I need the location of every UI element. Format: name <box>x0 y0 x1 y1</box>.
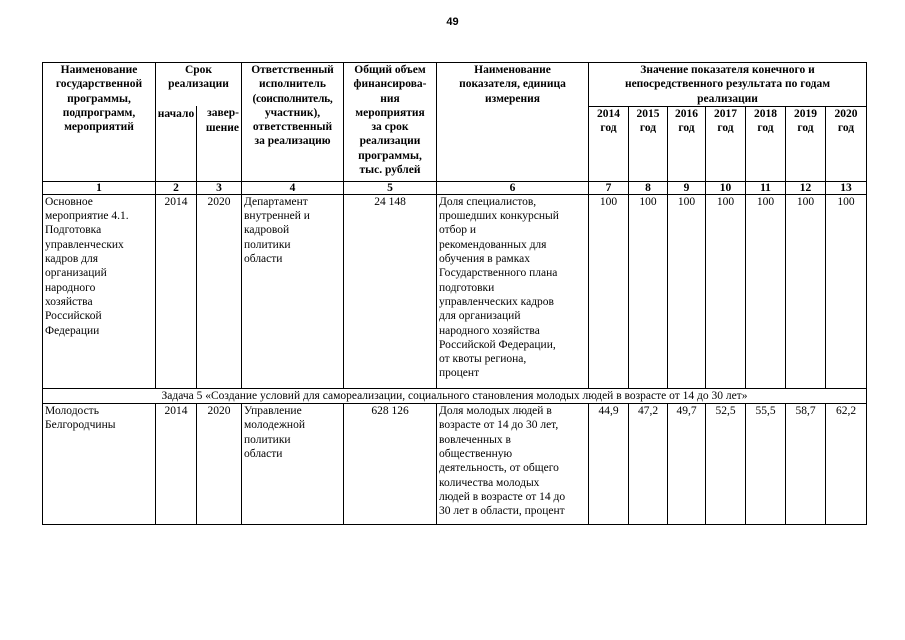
header-name: Наименование государственной программы, подпрограмм, мероприятий <box>43 63 156 182</box>
col-num: 10 <box>706 181 746 194</box>
col-num: 11 <box>746 181 786 194</box>
header-term: Срок реализации <box>156 63 242 107</box>
executor: Департамент внутренней и кадровой политики области <box>242 194 344 388</box>
header-row-top <box>43 63 867 107</box>
value-2020: 100 <box>826 194 867 388</box>
col-num: 9 <box>668 181 706 194</box>
funding: 24 148 <box>344 194 437 388</box>
executor: Управление молодежной политики области <box>242 404 344 525</box>
value-2016: 49,7 <box>668 404 706 525</box>
column-number-row <box>43 181 867 194</box>
value-2018: 55,5 <box>746 404 786 525</box>
value-2015: 100 <box>629 194 668 388</box>
task-row <box>43 388 867 403</box>
value-2019: 100 <box>786 194 826 388</box>
end-year: 2020 <box>197 404 242 525</box>
header-values: Значение показателя конечного и непосредственного результата по годам реализации <box>589 63 867 107</box>
col-num: 2 <box>156 181 197 194</box>
col-num: 1 <box>43 181 156 194</box>
indicator: Доля специалистов, прошедших конкурсный отбор и рекомендованных для обучения в рамках Государственного плана подготовки управленческих кадров для организаций народного хозяйства Российской Федерации, от квоты региона, процент <box>437 194 589 388</box>
value-2014: 100 <box>589 194 629 388</box>
value-2018: 100 <box>746 194 786 388</box>
value-2017: 100 <box>706 194 746 388</box>
header-year-2014: 2014 год <box>589 106 629 181</box>
header-year-2018: 2018 год <box>746 106 786 181</box>
value-2020: 62,2 <box>826 404 867 525</box>
start-year: 2014 <box>156 194 197 388</box>
col-num: 6 <box>437 181 589 194</box>
col-num: 13 <box>826 181 867 194</box>
indicator: Доля молодых людей в возрасте от 14 до 30 лет, вовлеченных в общественную деятельность, от общего количества молодых людей в возрасте от 14 до 30 лет в области, процент <box>437 404 589 525</box>
value-2017: 52,5 <box>706 404 746 525</box>
measure-name: Основное мероприятие 4.1. Подготовка управленческих кадров для организаций народного хозяйства Российской Федерации <box>43 194 156 388</box>
header-year-2015: 2015 год <box>629 106 668 181</box>
value-2016: 100 <box>668 194 706 388</box>
header-indicator: Наименование показателя, единица измерения <box>437 63 589 182</box>
header-year-2016: 2016 год <box>668 106 706 181</box>
col-num: 3 <box>197 181 242 194</box>
header-end: завер- шение <box>197 106 242 181</box>
col-num: 8 <box>629 181 668 194</box>
col-num: 7 <box>589 181 629 194</box>
header-year-2017: 2017 год <box>706 106 746 181</box>
header-year-2020: 2020 год <box>826 106 867 181</box>
end-year: 2020 <box>197 194 242 388</box>
value-2019: 58,7 <box>786 404 826 525</box>
table-row <box>43 404 867 525</box>
page-number: 49 <box>446 16 459 28</box>
col-num: 5 <box>344 181 437 194</box>
header-year-2019: 2019 год <box>786 106 826 181</box>
value-2014: 44,9 <box>589 404 629 525</box>
header-funding: Общий объем финансирова- ния мероприятия за срок реализации программы, тыс. рублей <box>344 63 437 182</box>
funding: 628 126 <box>344 404 437 525</box>
header-executor: Ответственный исполнитель (соисполнитель, участник), ответственный за реализацию <box>242 63 344 182</box>
col-num: 4 <box>242 181 344 194</box>
col-num: 12 <box>786 181 826 194</box>
header-start: начало <box>156 106 197 181</box>
table-row <box>43 194 867 388</box>
start-year: 2014 <box>156 404 197 525</box>
task-title: Задача 5 «Создание условий для самореализации, социального становления молодых людей в возрасте от 14 до 30 лет» <box>43 388 867 403</box>
measure-name: Молодость Белгородчины <box>43 404 156 525</box>
program-table <box>42 62 867 525</box>
value-2015: 47,2 <box>629 404 668 525</box>
